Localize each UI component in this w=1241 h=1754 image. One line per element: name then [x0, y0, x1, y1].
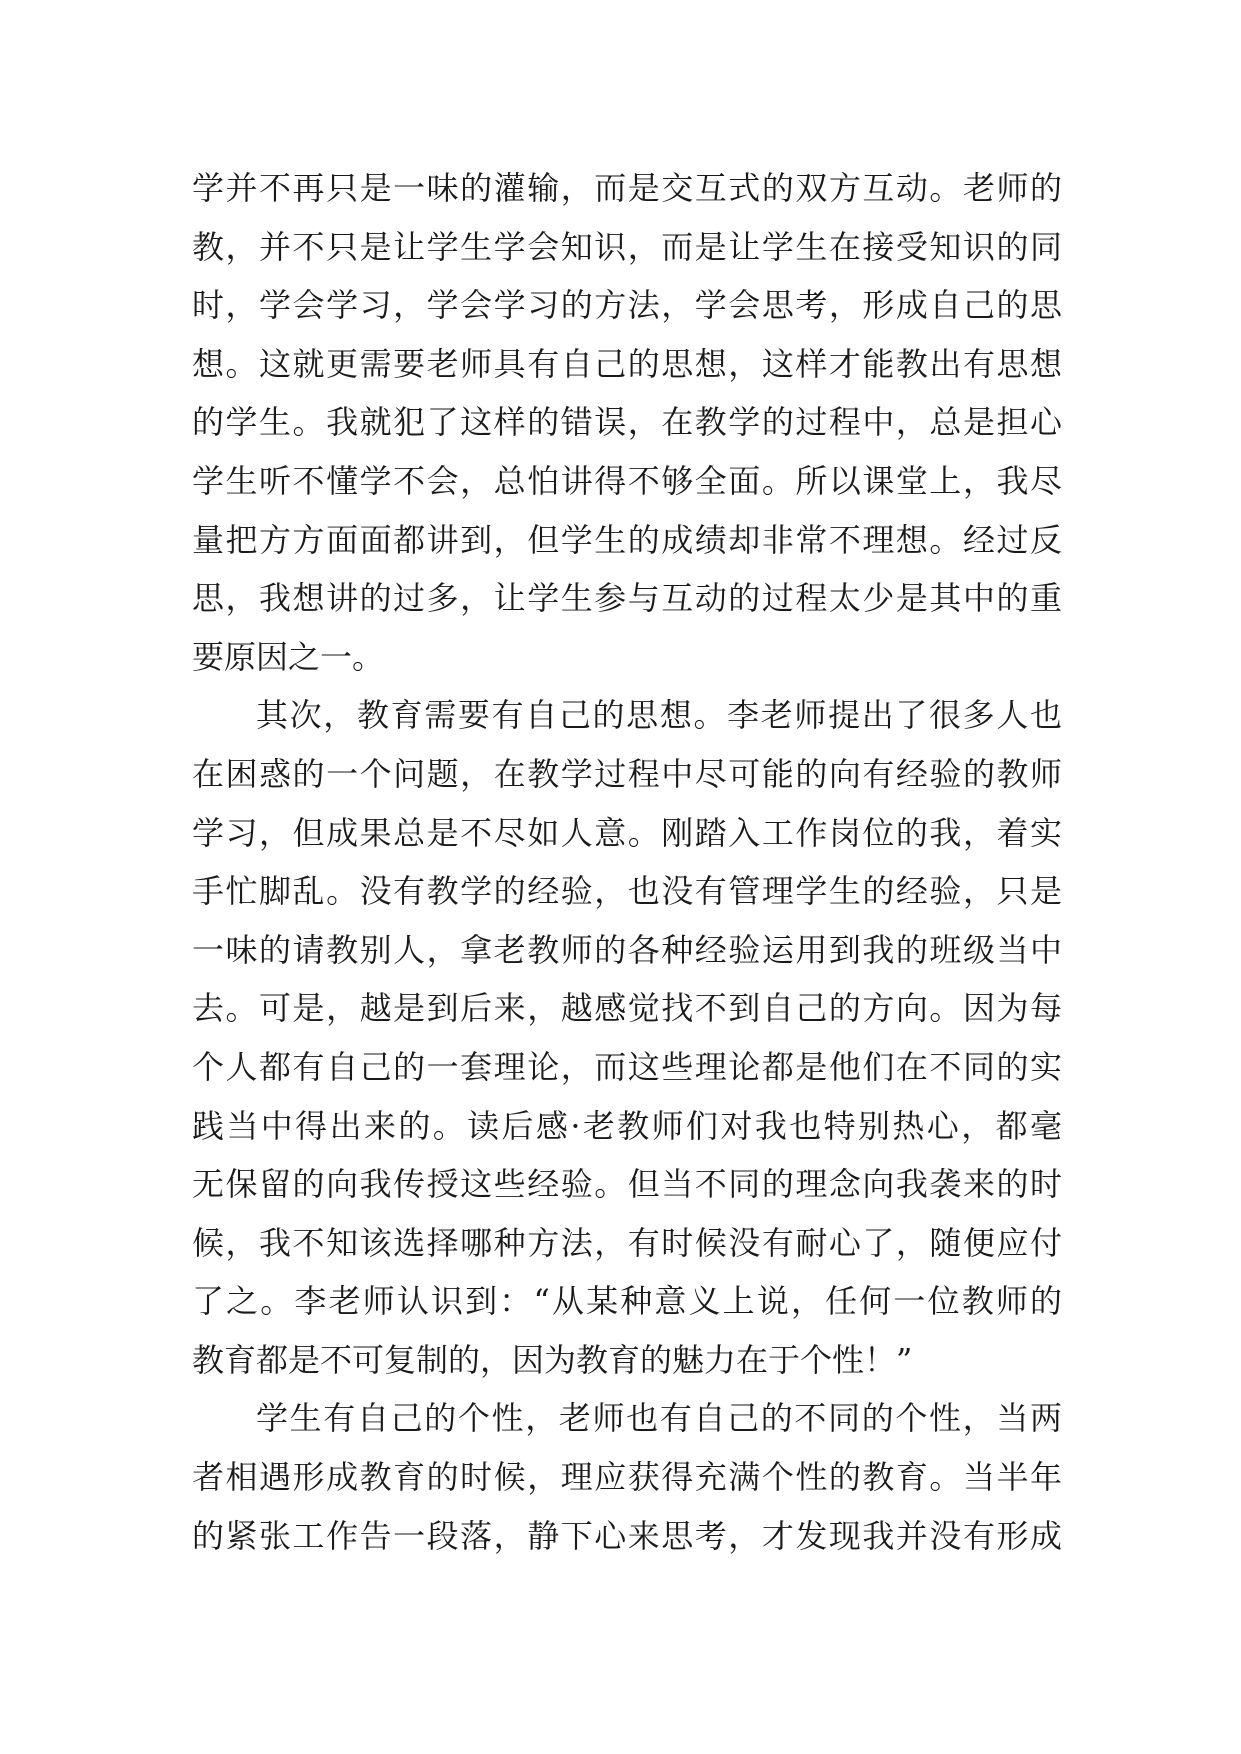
- text-line: 候，我不知该选择哪种方法，有时候没有耐心了，随便应付: [192, 1223, 1062, 1262]
- text-line: 学生有自己的个性，老师也有自己的不同的个性，当两: [256, 1399, 1062, 1438]
- text-line: 学并不再只是一味的灌输，而是交互式的双方互动。老师的: [192, 169, 1062, 207]
- text-line: 要原因之一。: [192, 637, 385, 676]
- text-line: 了之。李老师认识到：“从某种意义上说，任何一位教师的: [192, 1282, 1062, 1321]
- text-line: 想。这就更需要老师具有自己的思想，这样才能教出有思想: [192, 344, 1062, 383]
- text-line: 时，学会学习，学会学习的方法，学会思考，形成自己的思: [192, 286, 1062, 325]
- text-line: 思，我想讲的过多，让学生参与互动的过程太少是其中的重: [192, 579, 1062, 618]
- text-line: 教，并不只是让学生学会知识，而是让学生在接受知识的同: [192, 227, 1062, 266]
- text-line: 手忙脚乱。没有教学的经验，也没有管理学生的经验，只是: [192, 872, 1062, 911]
- text-line: 践当中得出来的。读后感·老教师们对我也特别热心，都毫: [192, 1106, 1062, 1145]
- text-line: 者相遇形成教育的时候，理应获得充满个性的教育。当半年: [192, 1458, 1062, 1497]
- text-line: 无保留的向我传授这些经验。但当不同的理念向我袭来的时: [192, 1165, 1062, 1204]
- text-line: 其次，教育需要有自己的思想。李老师提出了很多人也: [256, 696, 1062, 735]
- text-line: 学生听不懂学不会，总怕讲得不够全面。所以课堂上，我尽: [192, 461, 1062, 500]
- text-line: 一味的请教别人，拿老教师的各种经验运用到我的班级当中: [192, 930, 1062, 969]
- text-line: 的学生。我就犯了这样的错误，在教学的过程中，总是担心: [192, 403, 1062, 442]
- text-line: 去。可是，越是到后来，越感觉找不到自己的方向。因为每: [192, 989, 1062, 1028]
- text-line: 个人都有自己的一套理论，而这些理论都是他们在不同的实: [192, 1047, 1062, 1086]
- text-line: 的紧张工作告一段落，静下心来思考，才发现我并没有形成: [192, 1516, 1062, 1555]
- text-line: 学习，但成果总是不尽如人意。刚踏入工作岗位的我，着实: [192, 813, 1062, 852]
- text-line: 量把方方面面都讲到，但学生的成绩却非常不理想。经过反: [192, 520, 1062, 559]
- text-line: 教育都是不可复制的，因为教育的魅力在于个性！”: [192, 1340, 913, 1379]
- body-text: [192, 159, 1062, 1565]
- text-line: 在困惑的一个问题，在教学过程中尽可能的向有经验的教师: [192, 754, 1062, 793]
